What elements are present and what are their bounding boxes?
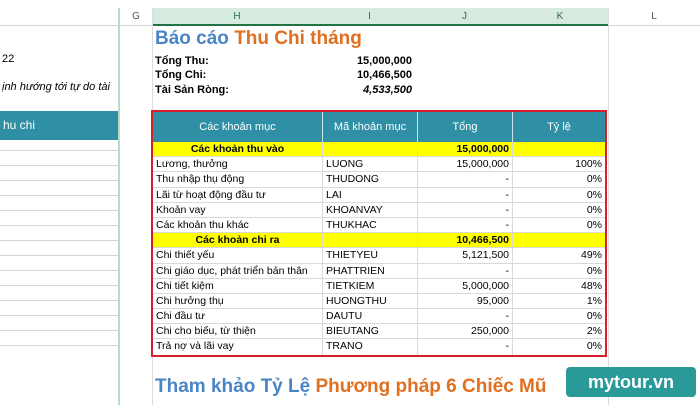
cell-name[interactable]: Các khoản thu khác <box>153 218 323 232</box>
cell-code[interactable]: TRANO <box>323 339 418 354</box>
column-header-j[interactable]: J <box>417 8 512 26</box>
cell-total[interactable]: - <box>418 203 513 217</box>
reference-title[interactable] <box>155 376 546 398</box>
cell-name[interactable]: Thu nhập thụ động <box>153 172 323 186</box>
cell-name[interactable]: Lãi từ hoạt động đầu tư <box>153 188 323 202</box>
table-row <box>153 188 605 203</box>
cell-name[interactable]: Chi tiết kiệm <box>153 279 323 293</box>
total-expense-value[interactable]: 10,466,500 <box>356 69 412 81</box>
cell-ratio[interactable]: 0% <box>586 203 602 216</box>
cell-code[interactable]: LAI <box>323 188 418 202</box>
cell-total[interactable]: - <box>418 264 513 278</box>
cell-year[interactable]: 22 <box>2 53 15 65</box>
row-line <box>0 195 118 196</box>
freeze-pane-line <box>118 8 120 405</box>
cell-code[interactable]: KHOANVAY <box>323 203 418 217</box>
table-row <box>153 172 605 187</box>
cell-ratio[interactable]: 0% <box>586 188 602 201</box>
cell-code[interactable]: THIETYEU <box>323 248 418 262</box>
row-line <box>0 150 118 151</box>
income-expense-table <box>151 110 607 357</box>
cell-ratio[interactable]: 0% <box>586 310 602 323</box>
column-header-k[interactable]: K <box>512 8 608 26</box>
table-row-section-income <box>153 142 605 157</box>
table-header-row <box>153 112 605 142</box>
cell-name[interactable]: Chi thiết yếu <box>153 248 323 262</box>
cell-total[interactable]: 15,000,000 <box>418 157 513 171</box>
header-items[interactable]: Các khoản mục <box>153 112 323 142</box>
cell-name[interactable]: Các khoản thu vào <box>153 142 323 156</box>
column-header-bar <box>0 8 700 26</box>
report-title-part2: Thu Chi tháng <box>234 28 362 49</box>
cell-name[interactable]: Các khoản chi ra <box>153 233 323 247</box>
cell-ratio[interactable] <box>513 233 605 247</box>
cell-code[interactable]: LUONG <box>323 157 418 171</box>
table-row <box>153 294 605 309</box>
cell-code[interactable] <box>323 142 418 156</box>
column-header-i[interactable]: I <box>322 8 417 26</box>
cell-code[interactable]: PHATTRIEN <box>323 264 418 278</box>
row-line <box>0 270 118 271</box>
table-row <box>153 324 605 339</box>
row-line <box>0 240 118 241</box>
total-expense-label[interactable]: Tổng Chi: <box>155 69 207 81</box>
row-line <box>0 315 118 316</box>
cell-name[interactable]: Trả nợ và lãi vay <box>153 339 323 354</box>
cell-code[interactable]: THUKHAC <box>323 218 418 232</box>
cell-code[interactable]: TIETKIEM <box>323 279 418 293</box>
row-line <box>0 345 118 346</box>
cell-total[interactable]: 95,000 <box>418 294 513 308</box>
cell-ratio[interactable]: 0% <box>586 218 602 231</box>
cell-total[interactable]: 5,121,500 <box>418 248 513 262</box>
cell-ratio[interactable]: 0% <box>586 340 602 353</box>
table-row <box>153 264 605 279</box>
cell-code[interactable]: DAUTU <box>323 309 418 323</box>
cell-ratio[interactable]: 49% <box>580 249 602 262</box>
cell-name[interactable]: Chi đầu tư <box>153 309 323 323</box>
header-total[interactable]: Tổng <box>418 112 513 142</box>
cell-header-thu-chi[interactable]: hu chi <box>0 111 118 140</box>
header-ratio[interactable]: Tỷ lệ <box>547 121 571 133</box>
cell-name[interactable]: Chi hưởng thụ <box>153 294 323 308</box>
left-partial-column <box>0 26 118 405</box>
reference-title-part1: Tham khảo Tỷ Lệ <box>155 376 316 397</box>
column-header-h[interactable]: H <box>152 8 322 26</box>
cell-total[interactable]: 5,000,000 <box>418 279 513 293</box>
cell-total[interactable]: 250,000 <box>418 324 513 338</box>
table-row <box>153 339 605 354</box>
total-income-label[interactable]: Tổng Thu: <box>155 55 209 67</box>
gridline <box>608 8 609 405</box>
column-header-g[interactable]: G <box>132 11 140 22</box>
table-row <box>153 309 605 324</box>
table-row <box>153 218 605 233</box>
table-row-section-expense <box>153 233 605 248</box>
cell-ratio[interactable]: 2% <box>586 325 602 338</box>
cell-note[interactable]: ịnh hướng tới tự do tài <box>2 81 110 93</box>
row-line <box>0 210 118 211</box>
row-line <box>0 225 118 226</box>
cell-ratio[interactable]: 1% <box>586 294 602 307</box>
cell-ratio[interactable]: 0% <box>586 264 602 277</box>
row-line <box>0 300 118 301</box>
cell-code[interactable]: BIEUTANG <box>323 324 418 338</box>
row-line <box>0 180 118 181</box>
table-row <box>153 157 605 172</box>
column-header-l[interactable]: L <box>651 11 657 22</box>
reference-title-part2: Phương pháp 6 Chiếc Mũ <box>315 376 547 397</box>
cell-total[interactable]: - <box>418 172 513 186</box>
cell-code[interactable]: THUDONG <box>323 172 418 186</box>
cell-name[interactable]: Chi cho biếu, từ thiện <box>153 324 323 338</box>
table-row <box>153 203 605 218</box>
cell-ratio[interactable]: 48% <box>580 279 602 292</box>
table-row <box>153 279 605 294</box>
header-code[interactable]: Mã khoản mục <box>323 112 418 142</box>
cell-ratio[interactable]: 100% <box>575 158 602 171</box>
cell-code[interactable] <box>323 233 418 247</box>
cell-total[interactable]: 15,000,000 <box>418 142 513 156</box>
row-line <box>0 330 118 331</box>
cell-code[interactable]: HUONGTHU <box>323 294 418 308</box>
report-title-part1: Báo cáo <box>155 28 235 49</box>
cell-name[interactable]: Chi giáo dục, phát triển bản thân <box>153 264 323 278</box>
mytour-logo: mytour.vn <box>566 367 696 397</box>
cell-ratio[interactable] <box>513 142 605 156</box>
cell-name[interactable]: Lương, thưởng <box>153 157 323 171</box>
net-assets-value[interactable]: 4,533,500 <box>363 84 412 96</box>
row-line <box>0 165 118 166</box>
row-line <box>0 255 118 256</box>
total-income-value[interactable]: 15,000,000 <box>356 55 412 67</box>
cell-ratio[interactable]: 0% <box>586 173 602 186</box>
row-line <box>0 285 118 286</box>
report-title[interactable] <box>155 28 362 50</box>
net-assets-label[interactable]: Tài Sản Ròng: <box>155 84 229 96</box>
cell-name[interactable]: Khoản vay <box>153 203 323 217</box>
table-row <box>153 248 605 263</box>
cell-total[interactable]: 10,466,500 <box>418 233 513 247</box>
cell-total[interactable]: - <box>418 218 513 232</box>
cell-total[interactable]: - <box>418 339 513 354</box>
cell-total[interactable]: - <box>418 309 513 323</box>
cell-total[interactable]: - <box>418 188 513 202</box>
